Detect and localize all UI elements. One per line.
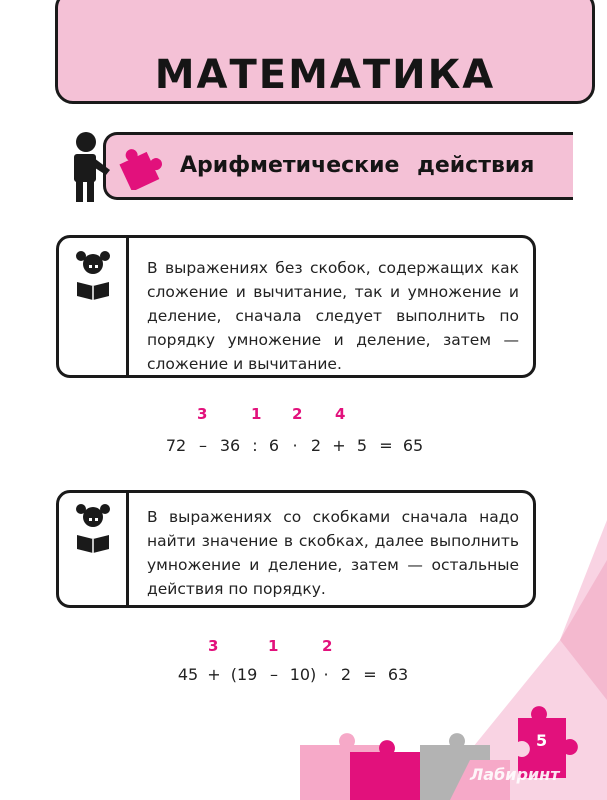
- rule-box-1: [56, 235, 536, 378]
- page-number: 5: [536, 731, 548, 750]
- puzzle-piece-icon: [116, 142, 164, 190]
- expression-token: 6: [268, 436, 280, 455]
- expression-token: +: [332, 436, 346, 455]
- expression-token: 2: [310, 436, 322, 455]
- order-number: 3: [208, 637, 219, 655]
- expression-token: –: [270, 665, 278, 684]
- expression-token: 5: [356, 436, 368, 455]
- order-number: 1: [251, 405, 262, 423]
- expression-token: :: [252, 436, 258, 455]
- expression-token: –: [199, 436, 207, 455]
- order-number: 2: [292, 405, 303, 423]
- expression-token: ·: [323, 665, 329, 684]
- watermark: Лабиринт: [470, 765, 560, 784]
- expression-token: =: [363, 665, 377, 684]
- expression-token: 10): [289, 665, 317, 684]
- expression-token: 65: [402, 436, 424, 455]
- reading-girl-icon: [69, 248, 117, 304]
- order-number: 3: [197, 405, 208, 423]
- order-number: 4: [335, 405, 346, 423]
- rule-text-2: В выражениях со скобками сначала надо найти значение в скобках, далее выполнить умножение и деление, затем — остальные действия по порядку.: [147, 508, 519, 598]
- expression-token: ·: [292, 436, 298, 455]
- stick-figure-icon: [68, 130, 112, 204]
- page-title: МАТЕМАТИКА: [154, 52, 496, 98]
- section-title: Арифметические действия: [180, 153, 535, 178]
- reading-girl-icon: [69, 501, 117, 557]
- expression-token: +: [207, 665, 221, 684]
- expression-token: =: [379, 436, 393, 455]
- expression-token: 72: [165, 436, 187, 455]
- expression-token: 36: [219, 436, 241, 455]
- expression-token: (19: [230, 665, 258, 684]
- order-number: 1: [268, 637, 279, 655]
- expression-token: 2: [340, 665, 352, 684]
- expression-token: 45: [177, 665, 199, 684]
- rule-box-2: [56, 490, 536, 608]
- expression-token: 63: [387, 665, 409, 684]
- rule-text-1: В выражениях без скобок, содержащих как сложение и вычитание, так и умножение и деление, сначала следует выполнить по порядку умножение и деление, затем — сложение и вычитание.: [147, 259, 519, 373]
- order-number: 2: [322, 637, 333, 655]
